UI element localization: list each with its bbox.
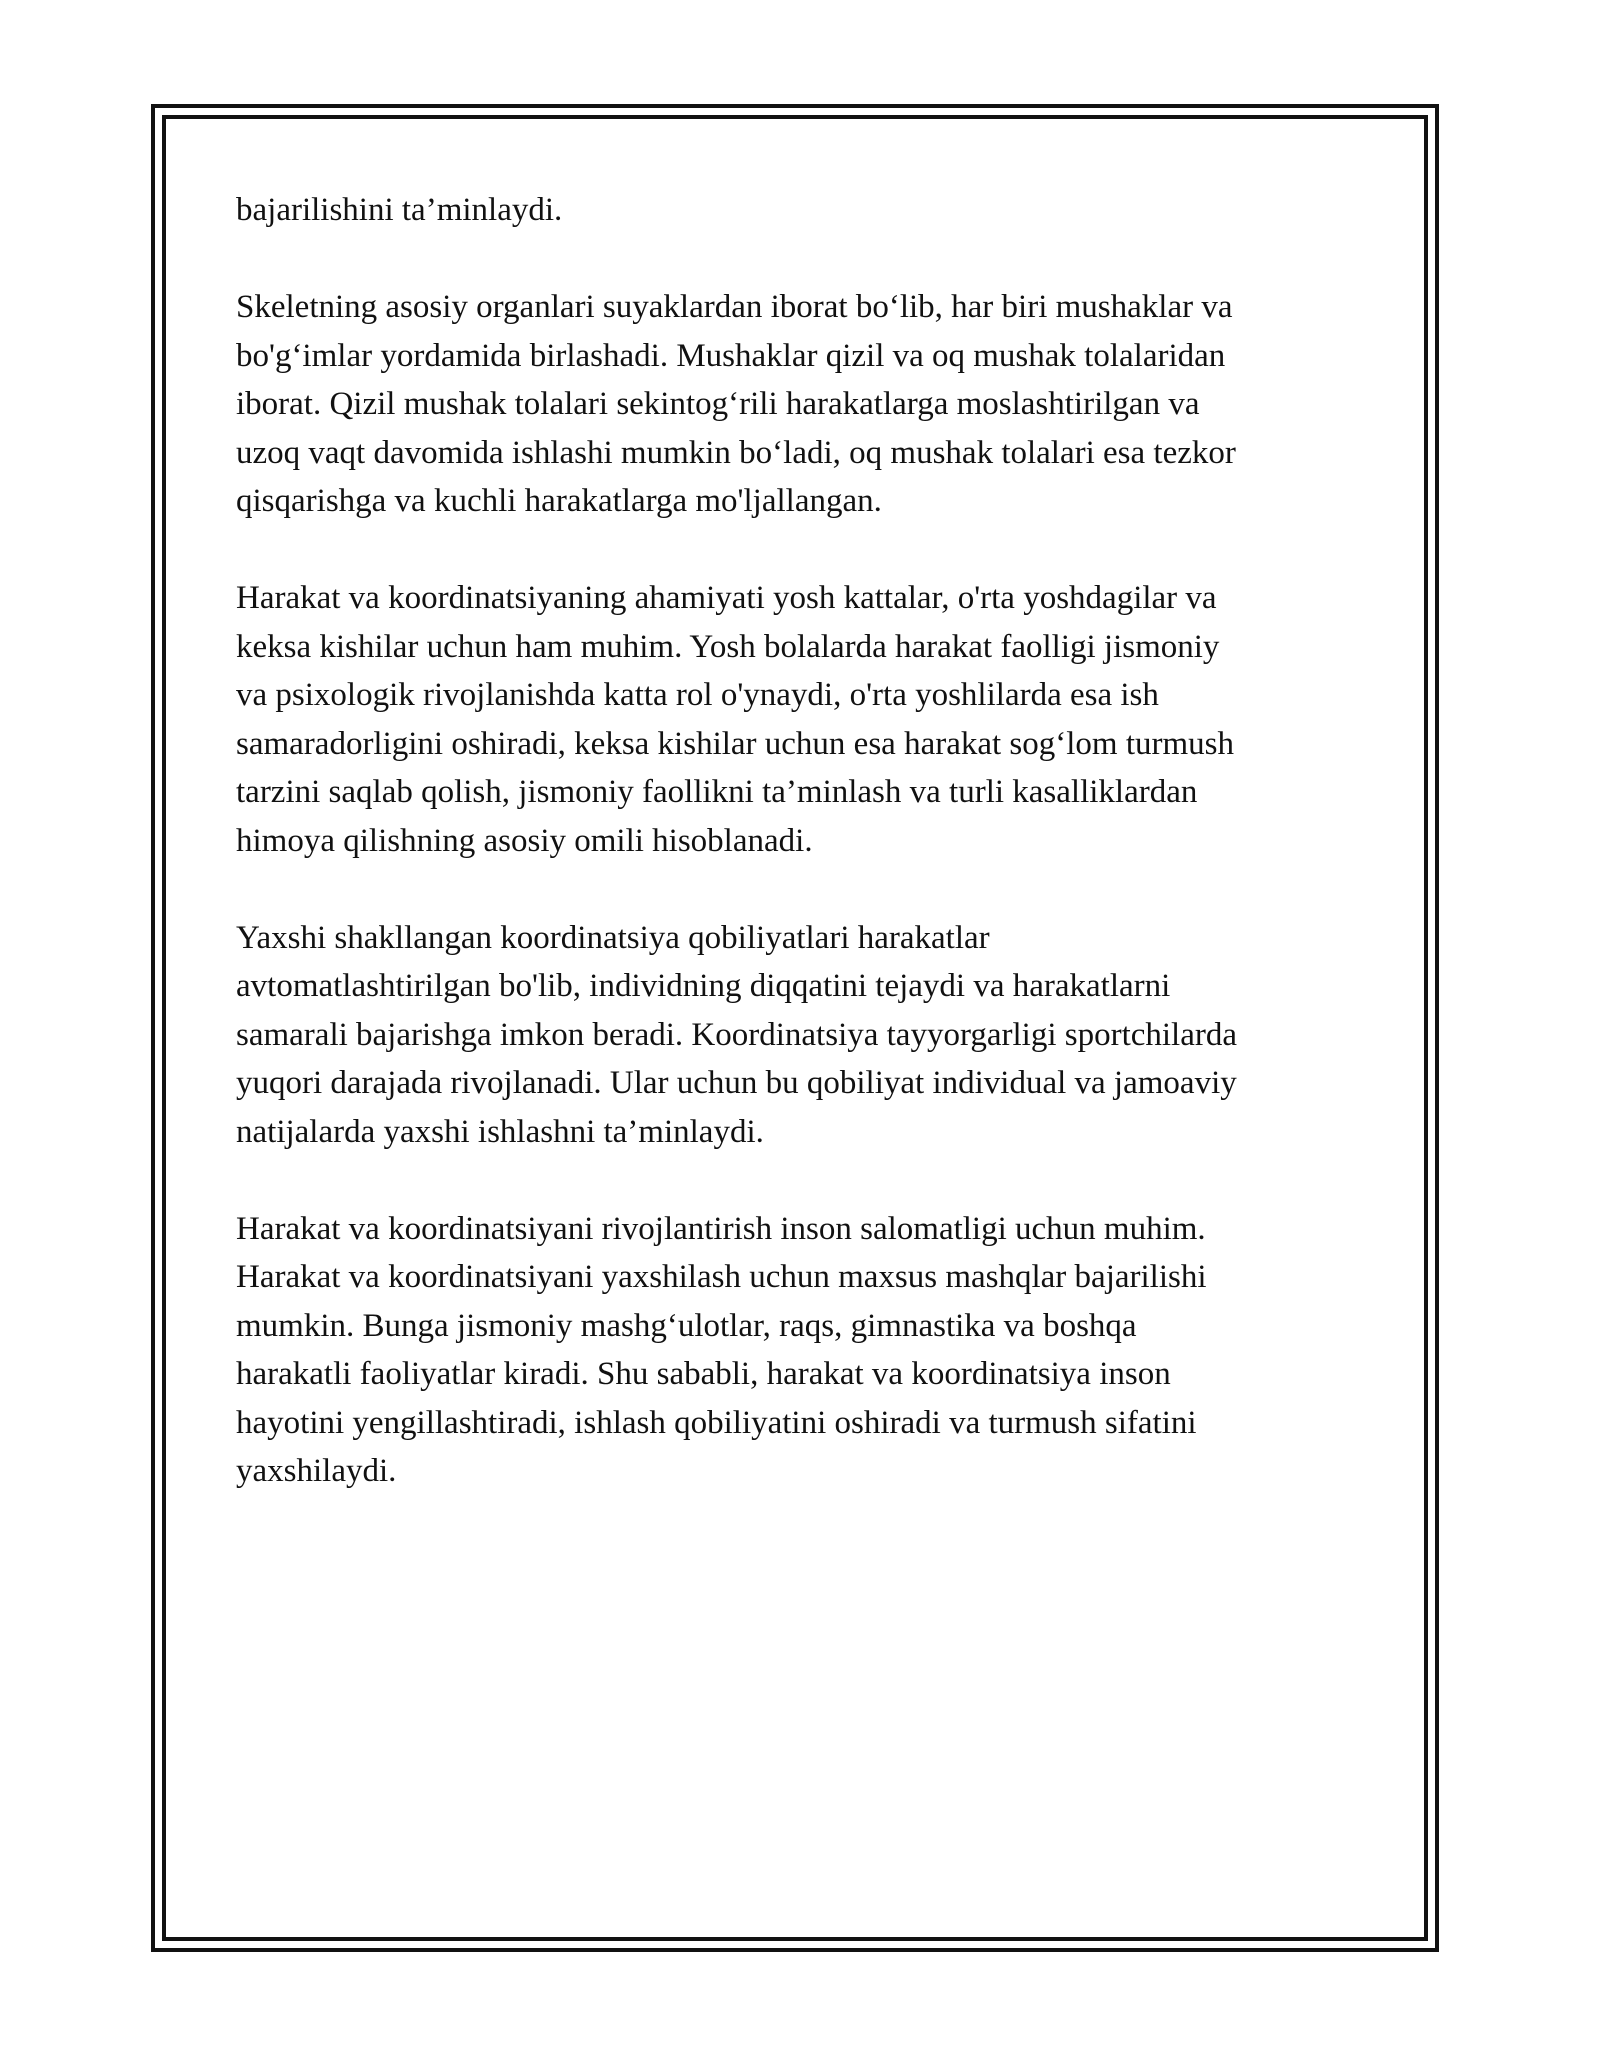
paragraph-continuation: bajarilishini ta’minlaydi. [236, 192, 563, 228]
paragraph-skeleton-muscles: Skeletning asosiy organlari suyaklardan iborat bo‘lib, har biri mushaklar va bo'g‘imlar yordamida birlashadi. Mushaklar qizil va oq mushak tolalaridan iborat. Qizil mushak tolalari sekintog‘rili harakatlarga moslashtirilgan va uzoq vaqt davomida ishlashi mumkin bo‘ladi, oq mushak tolalari esa tezkor qisqarishga va kuchli harakatlarga mo'ljallangan. [236, 289, 1236, 519]
paragraph-coordination-abilities: Yaxshi shakllangan koordinatsiya qobiliyatlari harakatlar avtomatlashtirilgan bo'lib, individning diqqatini tejaydi va harakatlarni samarali bajarishga imkon beradi. Koordinatsiya tayyorgarligi sportchilarda yuqori darajada rivojlanadi. Ular uchun bu qobiliyat individual va jamoaviy natijalarda yaxshi ishlashni ta’minlaydi. [236, 919, 1238, 1150]
paragraph-importance-by-age: Harakat va koordinatsiyaning ahamiyati yosh kattalar, o'rta yoshdagilar va keksa kishilar uchun ham muhim. Yosh bolalarda harakat faolligi jismoniy va psixologik rivojlanishda katta rol o'ynaydi, o'rta yoshlilarda esa ish samaradorligini oshiradi, keksa kishilar uchun esa harakat sog‘lom turmush tarzini saqlab qolish, jismoniy faollikni ta’minlash va turli kasalliklardan himoya qilishning asosiy omili hisoblanadi. [236, 580, 1235, 859]
paragraph-development: Harakat va koordinatsiyani rivojlantirish inson salomatligi uchun muhim. Harakat va koordinatsiyani yaxshilash uchun maxsus mashqlar bajarilishi mumkin. Bunga jismoniy mashg‘ulotlar, raqs, gimnastika va boshqa harakatli faoliyatlar kiradi. Shu sababli, harakat va koordinatsiya inson hayotini yengillashtiradi, ishlash qobiliyatini oshiradi va turmush sifatini yaxshilaydi. [236, 1210, 1207, 1489]
document-body [236, 186, 1366, 1544]
